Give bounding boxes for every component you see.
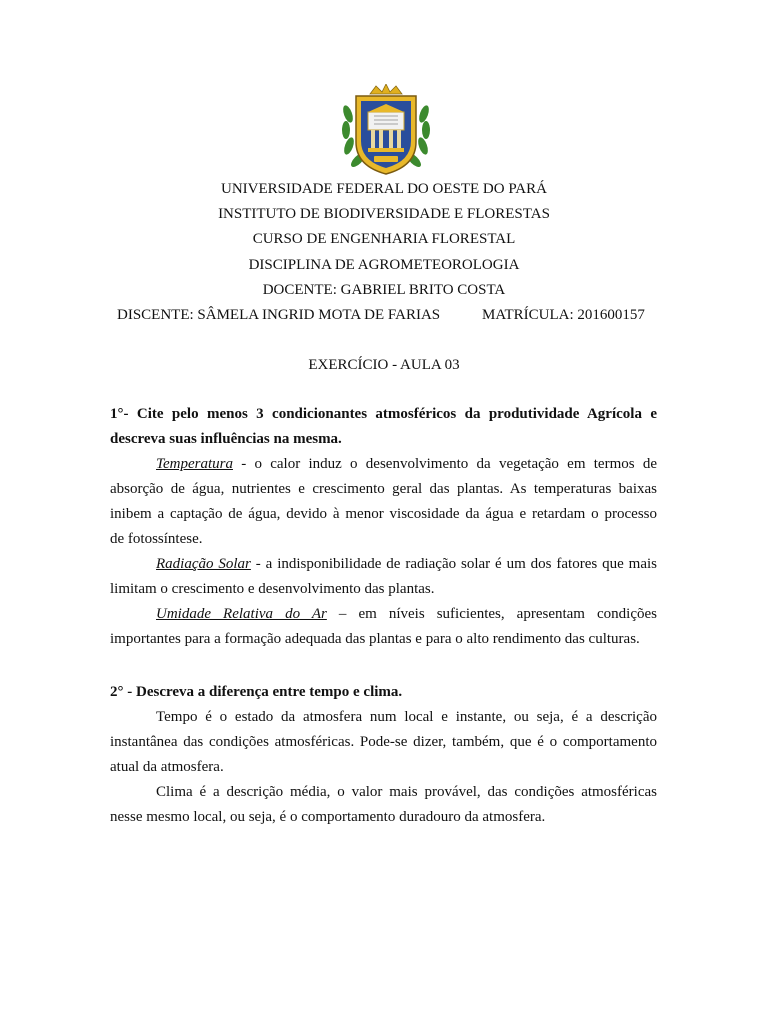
answer-paragraph-line: inibem a captação de água, devido à menor viscosidade da água e retardam o processo [110,506,657,522]
answer-paragraph-line: nesse mesmo local, ou seja, é o comportamento duradouro da atmosfera. [110,809,546,825]
institute-name: INSTITUTO DE BIODIVERSIDADE E FLORESTAS [218,206,550,223]
question-2-title: 2° - Descreva a diferença entre tempo e clima. [110,684,403,700]
course-name: CURSO DE ENGENHARIA FLORESTAL [252,231,516,248]
question-1-title-line: descreva suas influências na mesma. [110,431,342,447]
answer-paragraph-line: importantes para a formação adequada das plantas e para o alto rendimento das culturas. [110,631,640,647]
question-1-title-line: 1°- Cite pelo menos 3 condicionantes atmosféricos da produtividade Agrícola e [110,406,657,422]
university-crest-logo [340,84,432,176]
term-radiacao-solar: Radiação Solar [156,556,251,572]
answer-paragraph-line: de fotossíntese. [110,531,203,547]
student-registration: MATRÍCULA: 201600157 [482,307,645,323]
student-name: DISCENTE: SÂMELA INGRID MOTA DE FARIAS [117,307,441,323]
question-1 [110,402,657,652]
answer-paragraph-line: Tempo é o estado da atmosfera num local e instante, ou seja, é a descrição [156,709,657,725]
answer-paragraph-line: Umidade Relativa do Ar – em níveis suficientes, apresentam condições [156,606,657,622]
answer-paragraph-line: limitam o crescimento e desenvolvimento das plantas. [110,581,435,597]
answer-paragraph-line: atual da atmosfera. [110,759,224,775]
discipline-name: DISCIPLINA DE AGROMETEOROLOGIA [248,256,520,273]
answer-paragraph-line: Clima é a descrição média, o valor mais provável, das condições atmosféricas [156,784,657,800]
term-temperatura: Temperatura [156,456,233,472]
teacher-name: DOCENTE: GABRIEL BRITO COSTA [262,281,506,298]
answer-paragraph-line: Radiação Solar - a indisponibilidade de radiação solar é um dos fatores que mais [156,556,657,572]
answer-paragraph-line: instantânea das condições atmosféricas. Pode-se dizer, também, que é o comportamento [110,734,657,750]
crown-icon [370,84,402,94]
question-2 [110,680,657,830]
exercise-title: EXERCÍCIO - AULA 03 [308,357,460,373]
university-name: UNIVERSIDADE FEDERAL DO OESTE DO PARÁ [221,181,547,197]
term-umidade-relativa: Umidade Relativa do Ar [156,606,327,622]
answer-paragraph-line: absorção de água, nutrientes e crescimento geral das plantas. As temperaturas baixas [110,481,657,497]
answer-paragraph-line: Temperatura - o calor induz o desenvolvimento da vegetação em termos de [156,456,657,472]
document-header [0,177,768,303]
